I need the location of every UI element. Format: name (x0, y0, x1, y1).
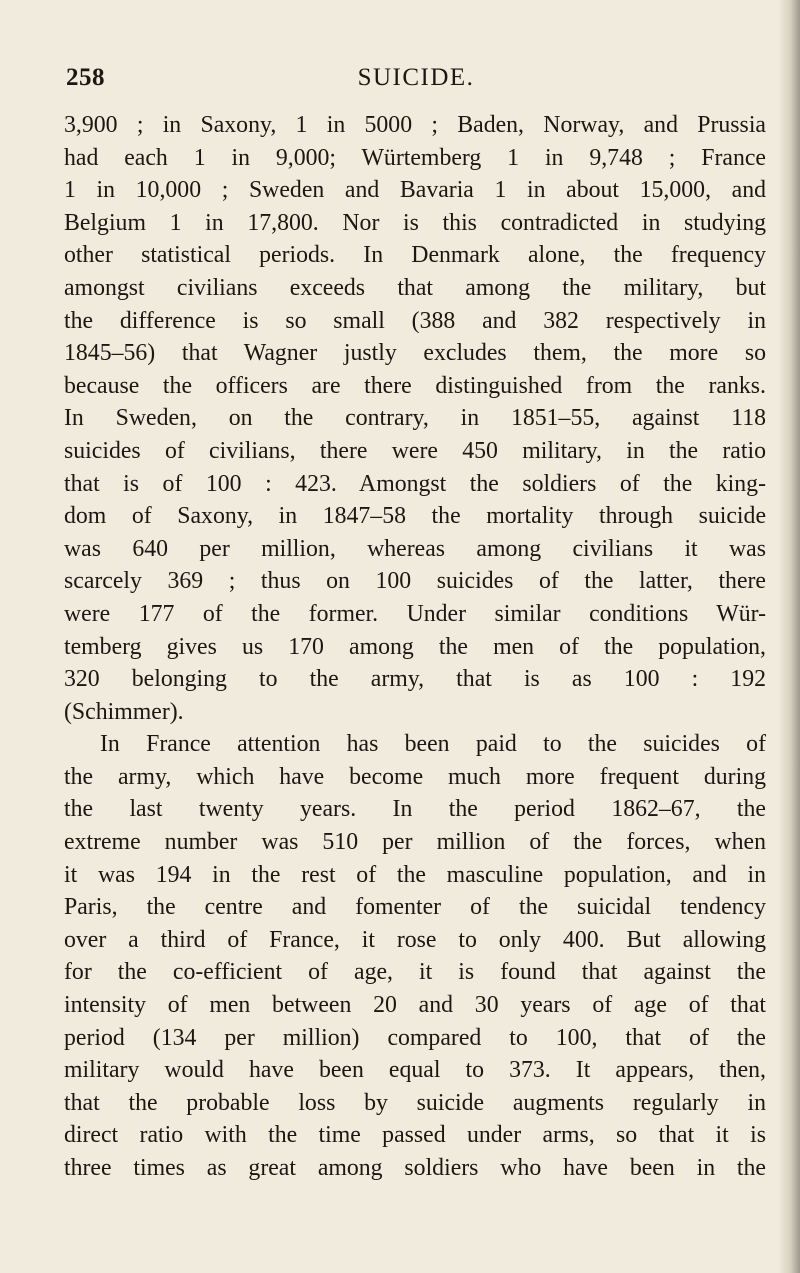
text-line: the difference is so small (388 and 382 respectively in (64, 307, 766, 334)
text-line: for the co-efficient of age, it is found that against the (64, 959, 766, 986)
text-line: were 177 of the former. Under similar conditions Wür- (64, 600, 766, 627)
text-line: Belgium 1 in 17,800. Nor is this contradicted in studying (64, 209, 766, 236)
text-line: military would have been equal to 373. It appears, then, (64, 1057, 766, 1084)
text-line: dom of Saxony, in 1847–58 the mortality through suicide (64, 503, 766, 530)
text-line: 1845–56) that Wagner justly excludes them, the more so (64, 340, 766, 367)
text-line: extreme number was 510 per million of the forces, when (64, 829, 766, 856)
text-line: other statistical periods. In Denmark alone, the frequency (64, 242, 766, 269)
running-head (66, 64, 766, 98)
text-line: the last twenty years. In the period 1862–67, the (64, 796, 766, 823)
text-line: over a third of France, it rose to only 400. But allowing (64, 926, 766, 953)
text-line: period (134 per million) compared to 100, that of the (64, 1024, 766, 1051)
text-line: it was 194 in the rest of the masculine population, and in (64, 861, 766, 888)
text-line: In Sweden, on the contrary, in 1851–55, against 118 (64, 405, 766, 432)
text-line: Paris, the centre and fomenter of the suicidal tendency (64, 894, 766, 921)
text-line: temberg gives us 170 among the men of the population, (64, 633, 766, 660)
text-line: because the officers are there distinguished from the ranks. (64, 372, 766, 399)
text-line: had each 1 in 9,000; Würtemberg 1 in 9,748 ; France (64, 144, 766, 171)
text-line: scarcely 369 ; thus on 100 suicides of the latter, there (64, 568, 766, 595)
page-header-title: SUICIDE. (357, 64, 475, 91)
body-text (64, 109, 766, 1185)
paragraph-end-line: (Schimmer). (64, 698, 184, 725)
text-line: that the probable loss by suicide augments regularly in (64, 1089, 766, 1116)
text-line: that is of 100 : 423. Amongst the soldiers of the king- (64, 470, 766, 497)
text-line: 3,900 ; in Saxony, 1 in 5000 ; Baden, Norway, and Prussia (64, 112, 766, 138)
text-line: direct ratio with the time passed under arms, so that it is (64, 1122, 766, 1149)
paragraph-start-line: In France attention has been paid to the suicides of (100, 731, 766, 758)
text-line: amongst civilians exceeds that among the military, but (64, 274, 766, 301)
text-line: suicides of civilians, there were 450 military, in the ratio (64, 437, 766, 464)
text-line: was 640 per million, whereas among civilians it was (64, 535, 766, 562)
text-line: intensity of men between 20 and 30 years of age of that (64, 992, 766, 1019)
text-line: the army, which have become much more frequent during (64, 763, 766, 790)
text-line: 320 belonging to the army, that is as 100 : 192 (64, 666, 766, 693)
page-number: 258 (66, 64, 105, 91)
binding-shadow (778, 0, 800, 1273)
text-line: three times as great among soldiers who have been in the (64, 1155, 766, 1181)
text-line: 1 in 10,000 ; Sweden and Bavaria 1 in about 15,000, and (64, 177, 766, 204)
